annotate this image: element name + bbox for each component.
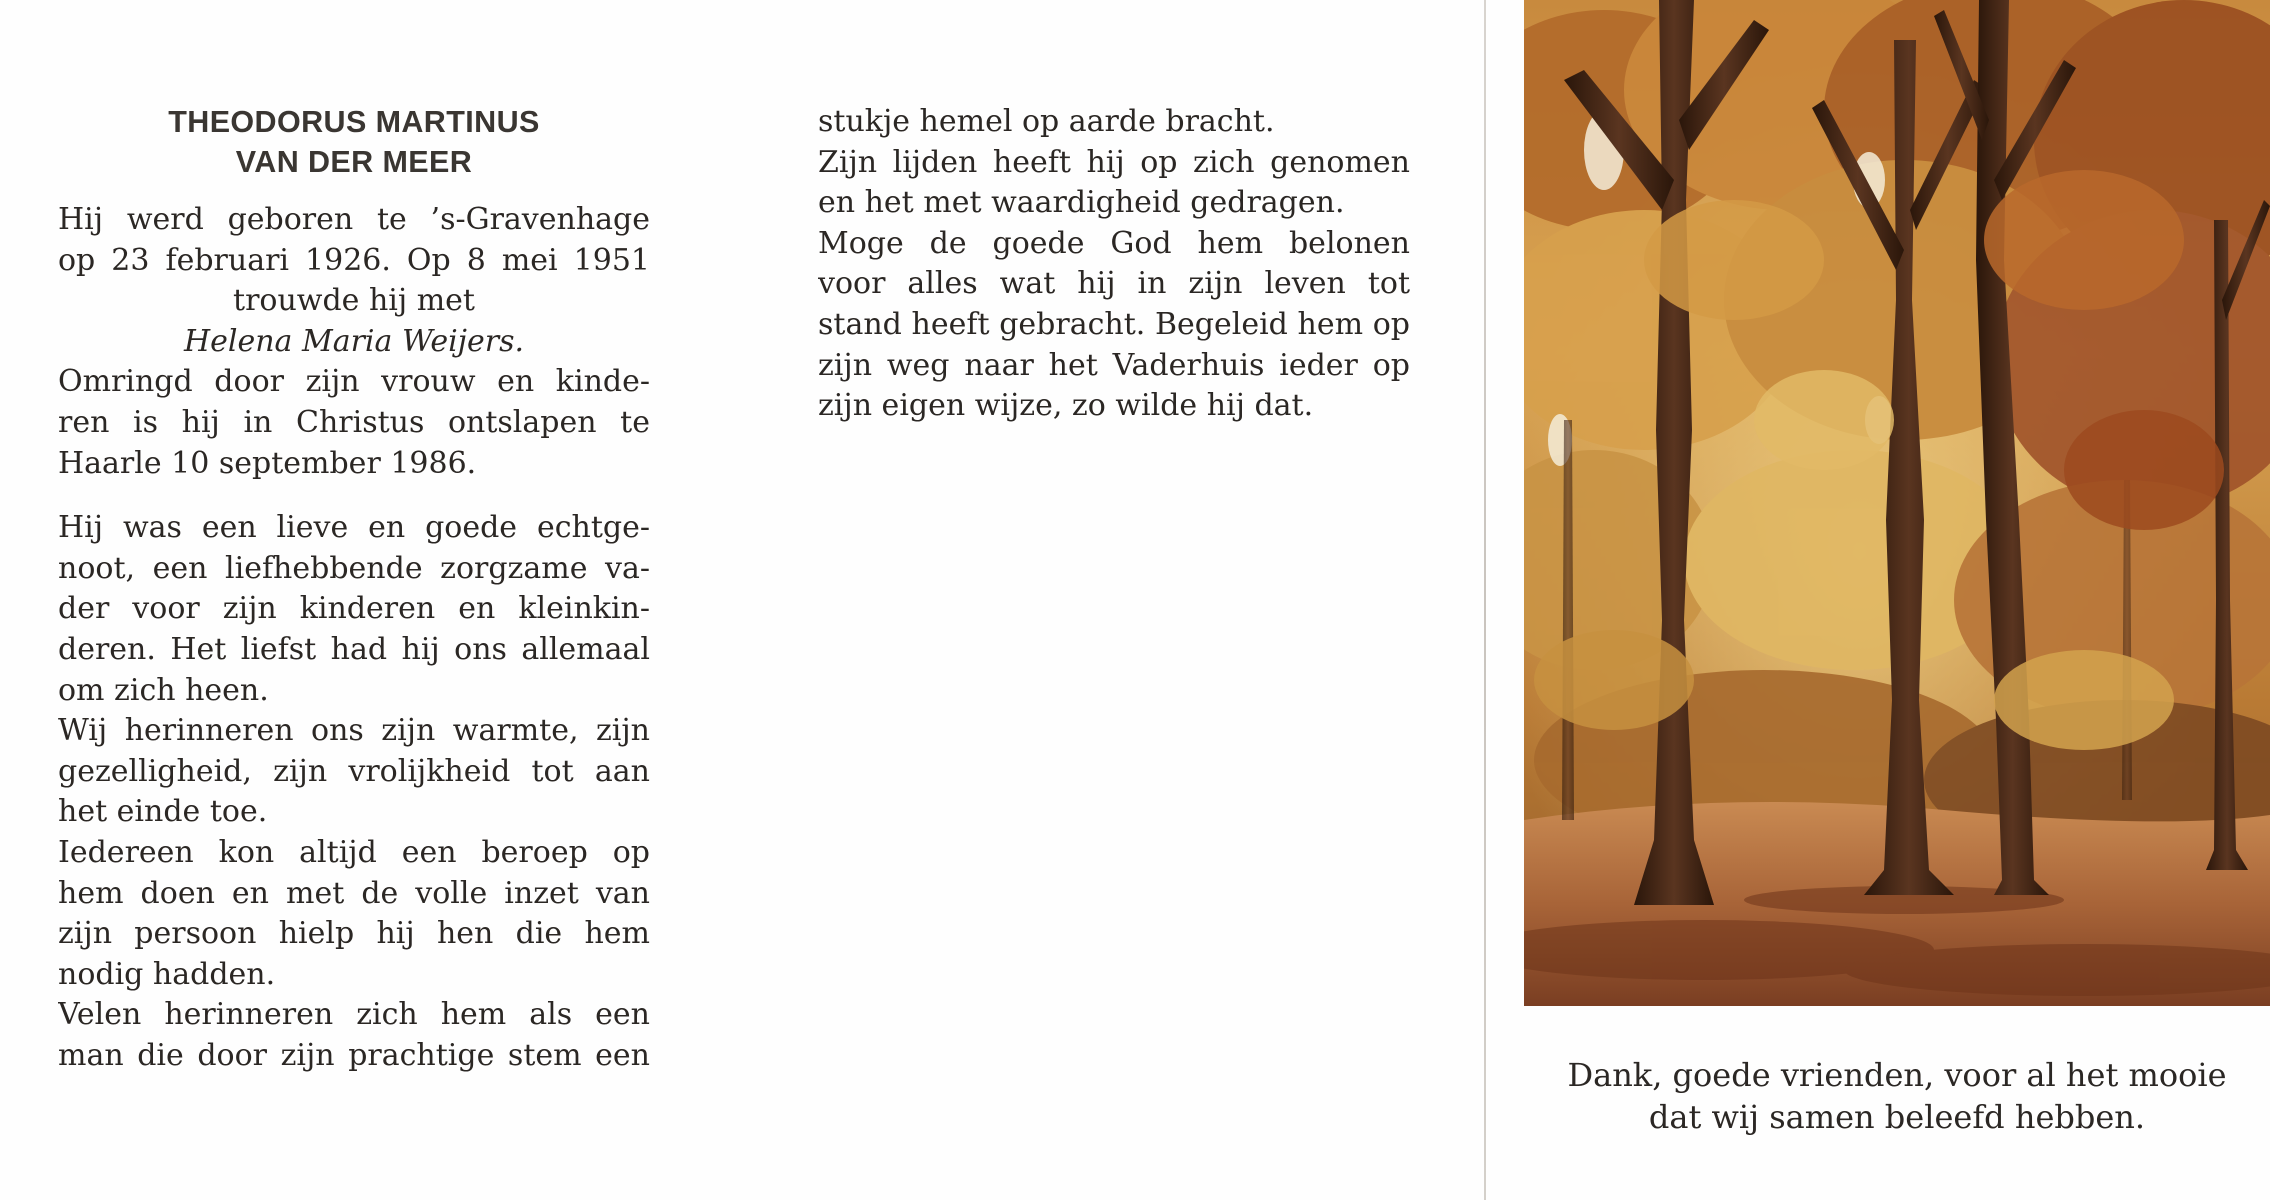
text-line: trouwde hij met — [233, 283, 475, 319]
text-line: het einde toe. — [58, 794, 268, 830]
forest-illustration — [1524, 0, 2270, 1006]
card-fold-line — [1484, 0, 1486, 1200]
text-line: stukje hemel op aarde bracht. — [818, 104, 1275, 139]
text-line: voor alles wat hij in zijn leven tot — [818, 266, 1410, 302]
text-line: zijn persoon hielp hij hen die hem — [58, 916, 650, 952]
autumn-forest-photo — [1524, 0, 2270, 1006]
text-line: deren. Het liefst had hij ons allemaal — [58, 631, 650, 667]
left-text-column — [58, 102, 650, 1076]
heading-line-2: VAN DER MEER — [235, 145, 473, 179]
photo-caption — [1524, 1054, 2270, 1138]
text-line: zijn weg naar het Vaderhuis ieder op — [818, 347, 1410, 383]
text-line: gezelligheid, zijn vrolijkheid tot aan — [58, 753, 650, 789]
text-line: noot, een liefhebbende zorgzame va- — [58, 550, 650, 586]
paragraph-gap — [58, 484, 650, 508]
spouse-name: Helena Maria Weijers. — [183, 323, 525, 359]
text-line: om zich heen. — [58, 672, 269, 708]
text-line: Moge de goede God hem belonen — [818, 225, 1410, 261]
text-line: ren is hij in Christus ontslapen te — [58, 404, 650, 440]
text-line: zijn eigen wijze, zo wilde hij dat. — [818, 388, 1314, 424]
text-line: Wij herinneren ons zijn warmte, zijn — [58, 713, 650, 749]
text-line: Iedereen kon altijd een beroep op — [58, 834, 650, 870]
text-line: Hij werd geboren te ’s-Gravenhage — [58, 202, 650, 237]
text-line: Haarle 10 september 1986. — [58, 445, 477, 481]
heading-line-1: THEODORUS MARTINUS — [168, 105, 540, 139]
tribute-paragraph — [58, 508, 650, 1076]
caption-line-2: dat wij samen beleefd hebben. — [1648, 1098, 2146, 1136]
caption-line-1: Dank, goede vrienden, voor al het mooie — [1567, 1056, 2227, 1094]
deceased-name-heading — [58, 102, 650, 182]
text-line: Omringd door zijn vrouw en kinde- — [58, 364, 650, 400]
text-line: op 23 februari 1926. Op 8 mei 1951 — [58, 242, 650, 278]
text-line: Hij was een lieve en goede echtge- — [58, 510, 650, 546]
middle-text-column — [818, 102, 1410, 427]
text-line: Zijn lijden heeft hij op zich genomen — [818, 144, 1410, 180]
text-line: man die door zijn prachtige stem een — [58, 1037, 650, 1073]
text-line: nodig hadden. — [58, 956, 276, 992]
text-line: der voor zijn kinderen en kleinkin- — [58, 591, 650, 627]
text-line: en het met waardigheid gedragen. — [818, 185, 1345, 221]
text-line: hem doen en met de volle inzet van — [58, 875, 650, 911]
text-line: stand heeft gebracht. Begeleid hem op — [818, 306, 1410, 342]
biography-paragraph — [58, 200, 650, 484]
text-line: Velen herinneren zich hem als een — [58, 997, 650, 1033]
